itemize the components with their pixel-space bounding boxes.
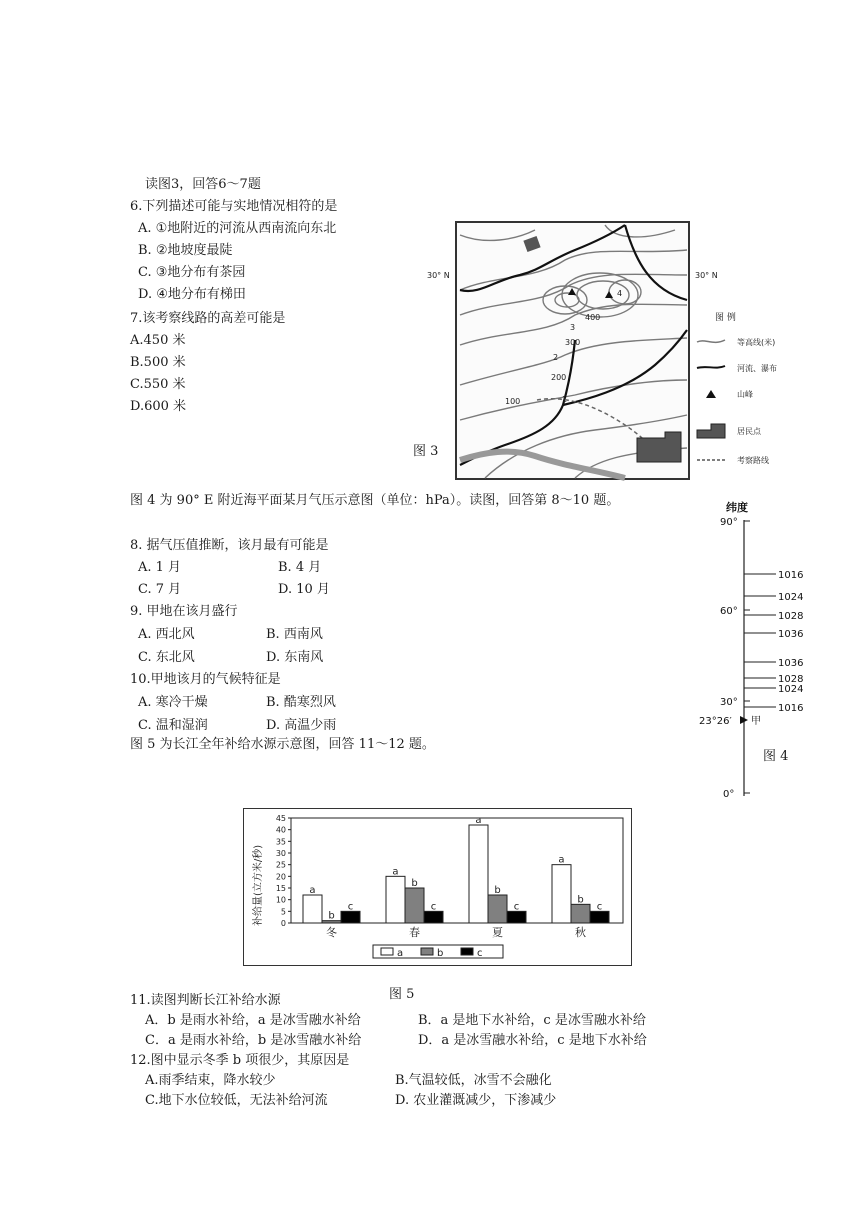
q6-option-c: C. ③地分布有茶园: [138, 265, 246, 280]
chart-ylabel: 补给量(立方米/秒): [253, 844, 264, 926]
isobar-label: 1036: [778, 658, 804, 669]
q8-option-b: B. 4 月: [278, 560, 322, 575]
q12-stem: 12.图中显示冬季 b 项很少，其原因是: [130, 1053, 350, 1068]
q8-option-a: A. 1 月: [138, 560, 182, 575]
legend-contour: 等高线(米): [737, 338, 776, 347]
y-tick-label: 30: [275, 849, 286, 858]
y-tick-label: 40: [275, 825, 286, 835]
legend-label-a: a: [397, 948, 404, 959]
fig4-title: 纬度: [726, 501, 748, 514]
fig5-caption: 图 5: [389, 987, 415, 1002]
q9-stem: 9. 甲地在该月盛行: [130, 604, 238, 619]
q9-option-b: B. 西南风: [266, 627, 323, 642]
q12-option-d: D. 农业灌溉减少，下渗减少: [395, 1093, 557, 1108]
category-label: 春: [409, 926, 420, 939]
q9-option-d: D. 东南风: [266, 650, 324, 665]
point-2: 2: [553, 353, 559, 362]
q6-7-intro: 读图3，回答6～7题: [145, 177, 261, 192]
q9-option-a: A. 西北风: [138, 627, 195, 642]
bar-c: [424, 911, 443, 923]
bar-data-label: b: [494, 885, 501, 896]
q12-option-b: B.气温较低，冰雪不会融化: [395, 1073, 552, 1088]
q8-stem: 8. 据气压值推断，该月最有可能是: [130, 538, 329, 553]
category-label: 冬: [326, 926, 337, 939]
y-tick-label: 5: [280, 907, 286, 917]
q7-option-b: B.500 米: [130, 355, 186, 370]
isobar-label: 1016: [778, 570, 804, 581]
contour-label-200: 200: [551, 373, 567, 382]
legend-label-b: b: [437, 948, 444, 959]
legend-settlement-icon: [697, 424, 725, 438]
y-tick-label: 10: [275, 895, 286, 905]
y-tick-label: 45: [275, 814, 286, 823]
y-tick-label: 25: [275, 860, 286, 870]
q7-stem: 7.该考察线路的高差可能是: [130, 311, 286, 326]
q11-option-c: C．a 是雨水补给，b 是冰雪融水补给: [145, 1033, 362, 1048]
bar-a: [469, 825, 488, 923]
q10-option-b: B. 酷寒烈风: [266, 695, 336, 710]
q7-option-a: A.450 米: [130, 333, 186, 348]
q11-stem: 11.读图判断长江补给水源: [130, 993, 281, 1008]
y-tick-label: 0: [280, 919, 286, 928]
bar-data-label: a: [475, 815, 482, 826]
point-3: 3: [570, 323, 576, 332]
bar-data-label: a: [392, 866, 399, 878]
bar-data-label: c: [430, 901, 437, 913]
contour-label-300: 300: [565, 338, 581, 347]
point-jia-latitude: 23°26′: [699, 716, 732, 727]
bar-data-label: a: [309, 885, 316, 896]
isobar-label: 1016: [778, 703, 804, 714]
fig3-legend: [697, 311, 777, 465]
contour-label-100: 100: [505, 397, 521, 406]
isobar-label: 1028: [778, 611, 804, 622]
legend-swatch-b: [421, 948, 433, 955]
bar-b: [405, 888, 424, 923]
fig4-pressure-diagram: [698, 498, 838, 804]
q10-stem: 10.甲地该月的气候特征是: [130, 672, 281, 687]
isobar-label: 1024: [778, 684, 804, 695]
legend-title: 图 例: [715, 313, 736, 323]
point-4: 4: [617, 289, 623, 298]
isobar-label: 1036: [778, 629, 804, 640]
bar-data-label: c: [513, 901, 520, 913]
lat-tick-60: 60°: [720, 606, 738, 617]
contour-label-400: 400: [585, 313, 601, 322]
legend-label-c: c: [477, 948, 483, 959]
fig3-topographic-map: [425, 220, 790, 482]
q11-12-intro: 图 5 为长江全年补给水源示意图，回答 11～12 题。: [130, 737, 435, 752]
bar-data-label: b: [577, 894, 584, 906]
fig5-bar-chart: [243, 808, 632, 966]
legend-peak-icon: [706, 390, 716, 398]
q8-10-intro: 图 4 为 90° E 附近海平面某月气压示意图（单位：hPa）。读图，回答第 8～10 题。: [130, 493, 620, 508]
point-jia-name: 甲: [751, 716, 761, 727]
q6-stem: 6.下列描述可能与实地情况相符的是: [130, 199, 338, 214]
q10-option-a: A. 寒冷干燥: [138, 695, 208, 710]
bar-a: [303, 895, 322, 923]
q6-option-d: D. ④地分布有梯田: [138, 287, 246, 302]
bar-b: [571, 904, 590, 923]
q11-option-d: D．a 是冰雪融水补给，c 是地下水补给: [418, 1033, 647, 1048]
bar-c: [341, 911, 360, 923]
y-tick-label: 35: [275, 837, 286, 847]
isobar-label: 1028: [778, 674, 804, 685]
fig4-caption: 图 4: [763, 749, 789, 764]
isobar-label: 1024: [778, 592, 804, 603]
bar-data-label: a: [558, 854, 565, 866]
q10-option-c: C. 温和湿润: [138, 718, 208, 733]
q9-option-c: C. 东北风: [138, 650, 195, 665]
lat-tick-30: 30°: [720, 697, 738, 708]
legend-swatch-c: [461, 948, 473, 955]
legend-route: 考察路线: [737, 456, 769, 465]
lat-label-right: 30° N: [695, 271, 718, 280]
bar-a: [386, 876, 405, 923]
q12-option-a: A.雨季结束，降水较少: [145, 1073, 276, 1088]
lat-tick-90: 90°: [720, 517, 738, 528]
legend-swatch-a: [381, 948, 393, 955]
y-tick-label: 15: [275, 884, 286, 893]
point-1: 1: [562, 395, 568, 404]
q10-option-d: D. 高温少雨: [266, 718, 337, 733]
bar-data-label: c: [347, 901, 354, 913]
bar-data-label: c: [596, 901, 603, 913]
lat-tick-0: 0°: [723, 789, 735, 800]
bar-data-label: b: [411, 878, 418, 889]
q6-option-a: A. ①地附近的河流从西南流向东北: [138, 221, 337, 236]
y-tick-label: 20: [275, 872, 286, 882]
bar-c: [507, 911, 526, 923]
q8-option-c: C. 7 月: [138, 582, 182, 597]
q11-option-b: B．a 是地下水补给，c 是冰雪融水补给: [418, 1013, 646, 1028]
q7-option-d: D.600 米: [130, 399, 187, 414]
q7-option-c: C.550 米: [130, 377, 186, 392]
q6-option-b: B. ②地坡度最陡: [138, 243, 233, 258]
bar-c: [590, 911, 609, 923]
bar-a: [552, 865, 571, 923]
q8-option-d: D. 10 月: [278, 582, 330, 597]
fig3-caption: 图 3: [413, 444, 439, 459]
category-label: 秋: [575, 926, 586, 939]
bar-data-label: b: [328, 910, 335, 922]
legend-settlement: 居民点: [737, 427, 761, 436]
legend-peak: 山峰: [737, 390, 753, 399]
category-label: 夏: [492, 926, 503, 939]
q12-option-c: C.地下水位较低，无法补给河流: [145, 1093, 328, 1108]
legend-river: 河流、瀑布: [737, 364, 777, 373]
bar-b: [488, 895, 507, 923]
q11-option-a: A．b 是雨水补给，a 是冰雪融水补给: [145, 1013, 361, 1028]
lat-label-left: 30° N: [427, 271, 450, 280]
